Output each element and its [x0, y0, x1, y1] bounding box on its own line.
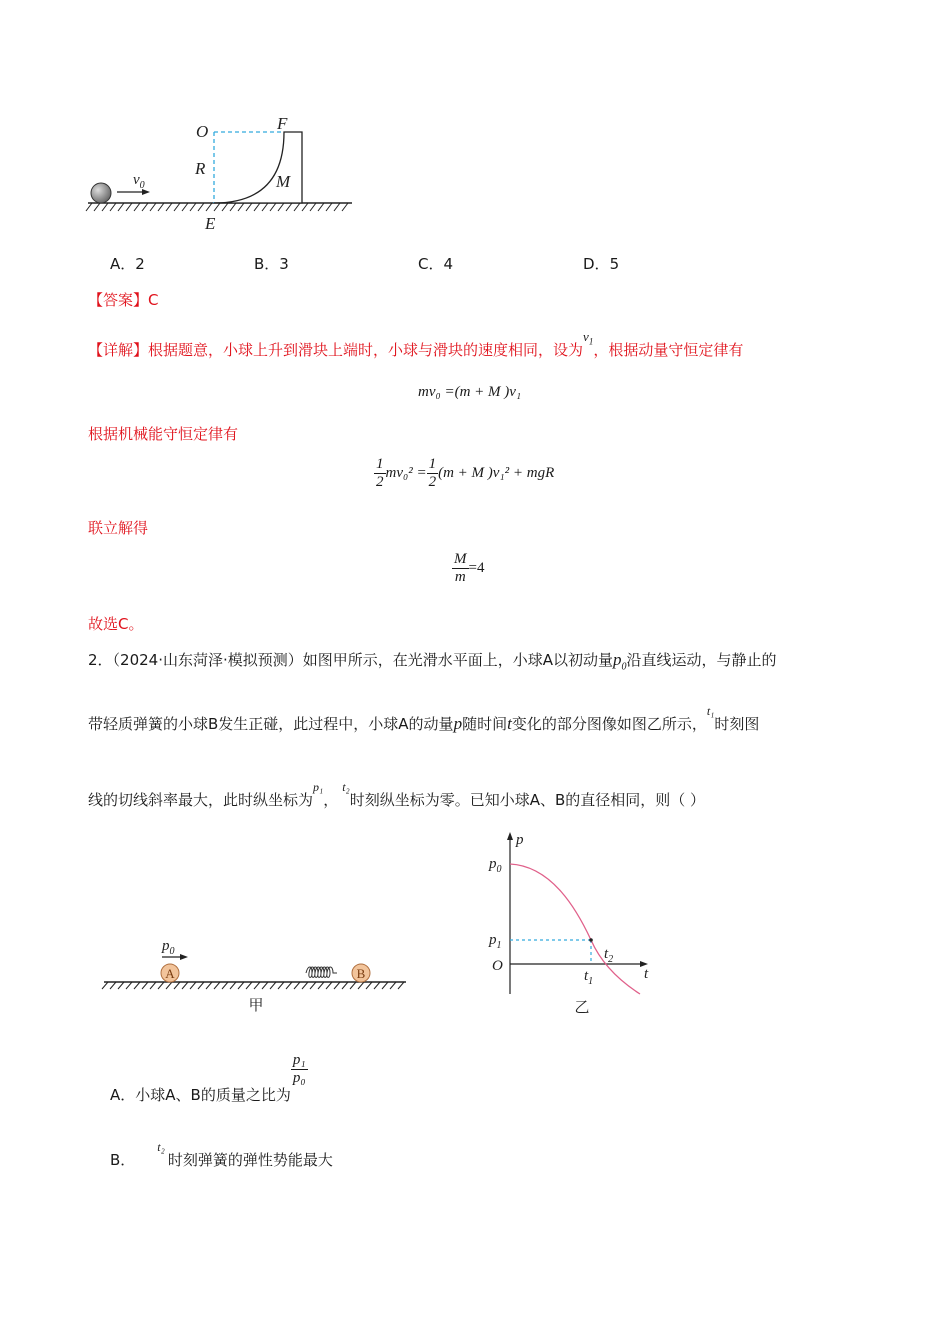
q1-option-c[interactable]: C．4	[418, 255, 454, 273]
t2-label-yi: $t_2$	[604, 946, 614, 965]
caption-jia: 甲	[248, 996, 264, 1014]
axis-p-label: p	[516, 832, 524, 848]
q2-option-b[interactable]: B．$^{t_2}$时刻弹簧的弹性势能最大	[110, 1140, 333, 1169]
v0-label: $v_0$	[133, 172, 145, 191]
p0-label-jia: $p_0$	[162, 938, 175, 957]
q2-line-3: 线的切线斜率最大，此时纵坐标为$^{p_1}$，$^{t_2}$时刻纵坐标为零。已知小球A、B的直径相同，则（ ）	[88, 780, 706, 809]
equation-energy: $\frac{1}{2}$ mv₀² = $\frac{1}{2}$ (m + M )v₁² + mgR	[376, 456, 555, 490]
equation-momentum: mv₀ =(m + M )v₁	[418, 384, 522, 400]
answer-line: 【答案】C	[88, 291, 159, 309]
t1-label-yi: $t_1$	[584, 968, 594, 987]
figure-yi	[482, 830, 672, 1020]
q1-option-a[interactable]: A．2	[110, 255, 145, 273]
q1-option-d[interactable]: D．5	[583, 255, 620, 273]
q2-option-a[interactable]: A．小球A、B的质量之比为 $\frac{\text{p₁}}{\text{p₀}}$	[110, 1052, 306, 1104]
q2-line-1: 2．（2024·山东菏泽·模拟预测）如图甲所示，在光滑水平面上，小球A以初动量$p_0$沿直线运动，与静止的	[88, 650, 777, 673]
axis-t-label: t	[644, 966, 649, 982]
caption-yi: 乙	[574, 998, 590, 1016]
label-M: M	[276, 172, 291, 191]
svg-text:A: A	[165, 966, 175, 981]
detail-line: 【详解】根据题意，小球上升到滑块上端时，小球与滑块的速度相同，设为$v_1$，根据动量守恒定律有	[88, 329, 744, 359]
figure-jia	[100, 930, 412, 1020]
momentum-curve	[510, 864, 640, 994]
p1-label-yi: $p_1$	[489, 932, 502, 951]
svg-text:B: B	[356, 966, 366, 981]
conclusion-line: 故选C。	[88, 615, 144, 633]
ramp-figure	[80, 105, 370, 240]
p0-label-yi: $p_0$	[489, 856, 502, 875]
label-E: E	[205, 214, 216, 233]
q2-line-2: 带轻质弹簧的小球B发生正碰，此过程中，小球A的动量p随时间t变化的部分图像如图乙所示，$^{t_1}$时刻图	[88, 704, 760, 733]
label-O: O	[196, 122, 209, 141]
origin-label: O	[492, 958, 503, 974]
spring	[306, 967, 337, 978]
label-R: R	[195, 159, 206, 178]
small-ball	[91, 183, 111, 203]
equation-ratio: $\frac{M}{m}$ =4	[454, 551, 485, 585]
solve-line: 联立解得	[88, 519, 149, 537]
label-F: F	[277, 114, 288, 133]
energy-conservation-line: 根据机械能守恒定律有	[88, 425, 239, 443]
ramp-block	[214, 132, 302, 203]
q1-option-b[interactable]: B．3	[254, 255, 289, 273]
